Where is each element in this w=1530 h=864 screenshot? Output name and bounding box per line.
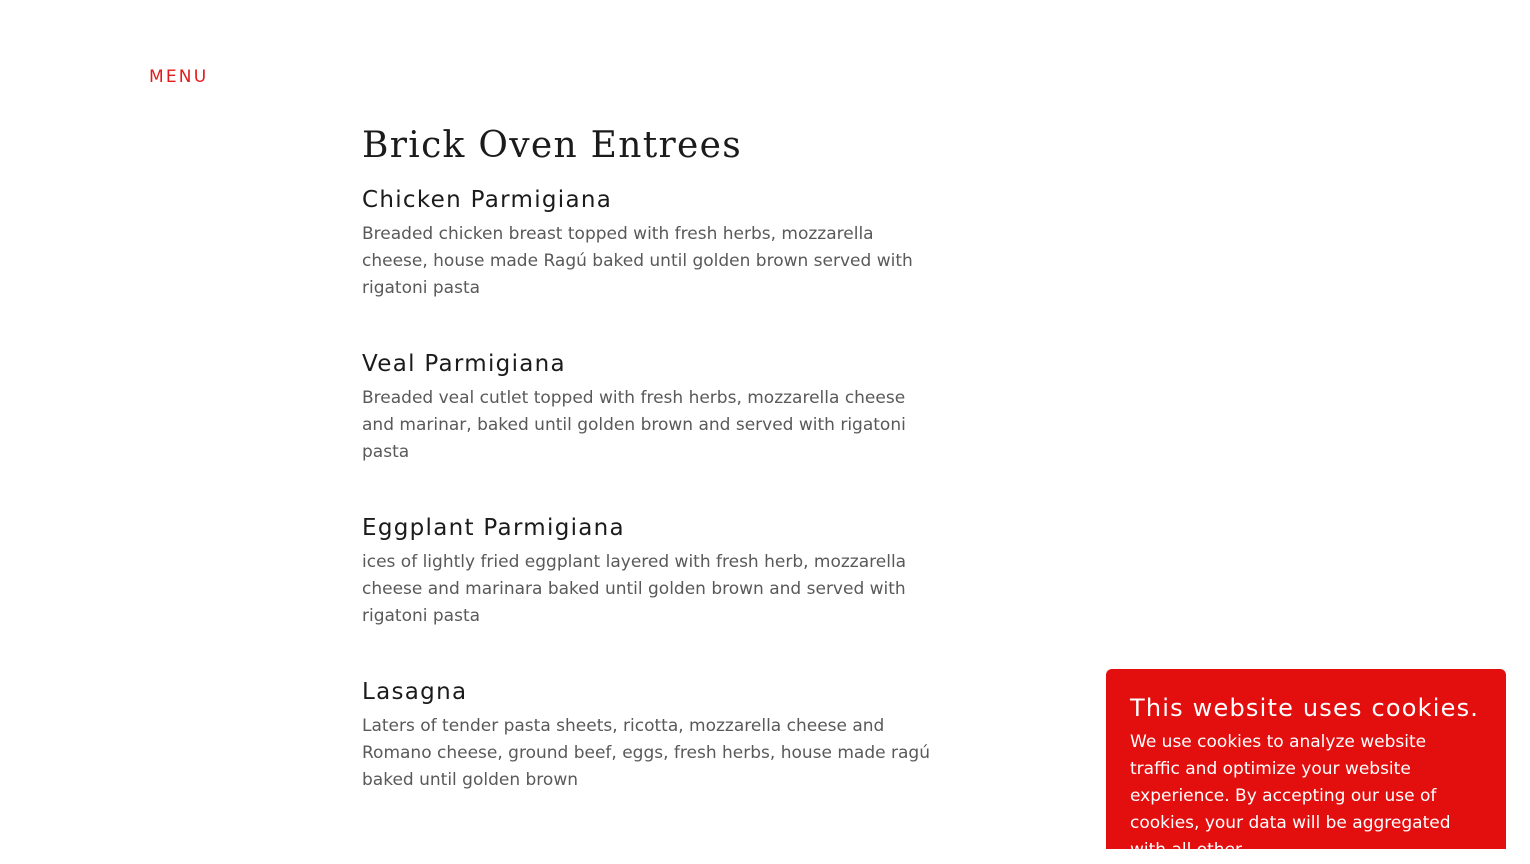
menu-item bbox=[362, 184, 952, 302]
menu-item-description: Laters of tender pasta sheets, ricotta, mozzarella cheese and Romano cheese, ground beef, eggs, fresh herbs, house made ragú baked until golden brown bbox=[362, 716, 930, 790]
menu-item-description: ices of lightly fried eggplant layered with fresh herb, mozzarella cheese and marinara baked until golden brown and served with rigatoni pasta bbox=[362, 552, 907, 626]
menu-item-description: Breaded veal cutlet topped with fresh herbs, mozzarella cheese and marinar, baked until golden brown and served with rigatoni pasta bbox=[362, 388, 906, 462]
menu-item-name: Chicken Parmigiana bbox=[362, 187, 613, 213]
menu-item-name: Eggplant Parmigiana bbox=[362, 515, 625, 541]
menu-item-name: Veal Parmigiana bbox=[362, 351, 566, 377]
cookie-banner-text: We use cookies to analyze website traffic and optimize your website experience. By accepting our use of cookies, your data will be aggregated with all other bbox=[1130, 732, 1451, 860]
menu-item-description: Breaded chicken breast topped with fresh herbs, mozzarella cheese, house made Ragú baked until golden brown served with rigatoni pasta bbox=[362, 224, 913, 298]
menu-item bbox=[362, 676, 952, 794]
menu-link[interactable]: MENU bbox=[149, 67, 209, 87]
menu-item-name: Lasagna bbox=[362, 679, 468, 705]
section-title: Brick Oven Entrees bbox=[362, 125, 743, 166]
menu-section bbox=[362, 120, 952, 794]
menu-item bbox=[362, 512, 952, 630]
cookie-banner-title: This website uses cookies. bbox=[1130, 694, 1480, 722]
menu-item bbox=[362, 348, 952, 466]
cookie-banner bbox=[1106, 669, 1506, 860]
